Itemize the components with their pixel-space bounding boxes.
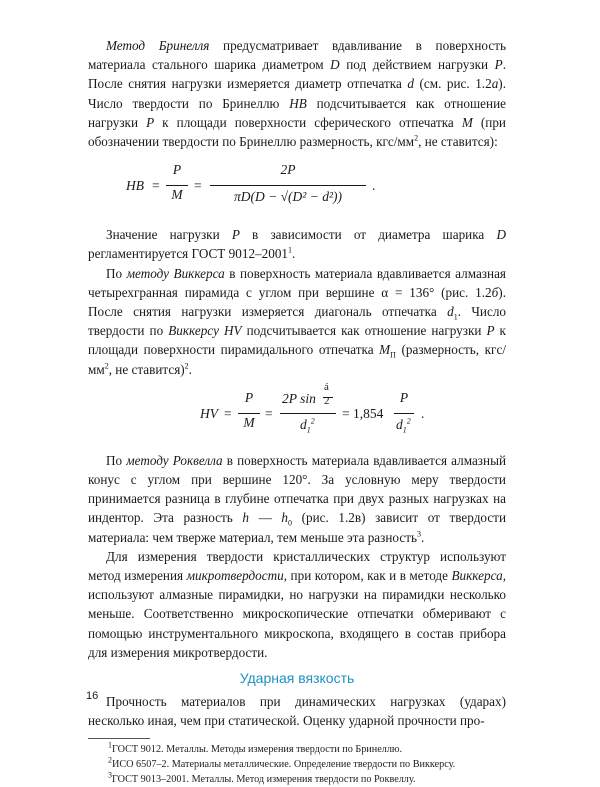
formula-hb: [88, 154, 506, 222]
fraction-numerator: P: [172, 162, 182, 178]
text: к площади поверхности пирамидального отпечатка: [88, 323, 506, 358]
var-d: d: [396, 416, 403, 432]
fraction-bar: [280, 413, 336, 414]
subscript: 1: [453, 312, 458, 322]
footnote-3: [88, 772, 506, 787]
subscript: 1: [306, 425, 311, 435]
fraction-numerator: 2P sin: [282, 390, 316, 406]
superscript: 2: [414, 133, 419, 143]
footnote-mark: 3: [108, 771, 112, 781]
paragraph-brinell: [88, 36, 506, 151]
fraction-numerator: P: [244, 389, 254, 405]
footnote-mark: 3: [417, 529, 421, 539]
footnote-mark: 1: [108, 741, 112, 751]
term-vickers: Виккерса: [451, 568, 503, 584]
page-number: 16: [86, 690, 99, 702]
text: предусматривает вдавливание в поверхность материала стального шарика диаметром: [88, 38, 506, 73]
fraction-denominator: M: [243, 414, 255, 430]
text: , не ставится): [108, 361, 185, 377]
var-P: P: [146, 114, 155, 130]
fraction-denominator: πD(D − √(D² − d²)): [234, 189, 342, 205]
term-rockwell: методу Роквелла: [126, 452, 223, 468]
text: (размерность, кгс/мм: [88, 342, 506, 377]
fraction-denominator: M: [171, 187, 183, 203]
fraction-numerator: P: [399, 389, 409, 405]
equals-sign: =: [265, 405, 273, 421]
formula-period: .: [372, 178, 376, 194]
paragraph-rockwell: [88, 451, 506, 547]
equals-sign: =: [224, 405, 232, 421]
text: По: [106, 265, 127, 281]
text: .: [292, 246, 296, 262]
fraction-bar: [394, 413, 414, 414]
text: ). Число твердости по Бринеллю: [88, 76, 506, 111]
subscript: 0: [287, 519, 292, 529]
fraction-bar: [238, 413, 260, 414]
text: в поверхность материала вдавливается алмазный конус с углом при вершине 120°. За условную меру твердости принимается разница в глубине отпечатка при двух разных нагрузках на индентор. Эта разность: [88, 452, 506, 526]
fraction-denominator: [300, 417, 315, 433]
formula-lhs: HV: [200, 405, 218, 421]
text: , используют алмазные пирамидки, но нагрузки на пирамидки несколько меньше. Соответственно микроскопические отпечатки обмеривают с помощью инструментального микроскопа, входящего в состав прибора для измерения микротвердости.: [88, 568, 506, 660]
var-P: P: [231, 227, 240, 243]
subscript: П: [390, 351, 396, 361]
text: ). После снятия нагрузки измеряется диагональ отпечатка: [88, 284, 506, 320]
formula-period: .: [421, 405, 425, 421]
var-M: M: [461, 114, 473, 130]
footnote-2: [88, 757, 506, 772]
fraction-bar: [166, 185, 188, 186]
paragraph-vickers: [88, 264, 506, 379]
superscript: 2: [310, 416, 315, 426]
half-angle-divisor: 2: [324, 394, 330, 407]
section-heading: Ударная вязкость: [239, 670, 355, 687]
var-P: P: [486, 323, 495, 339]
text: в зависимости от диаметра шарика: [239, 227, 497, 243]
fraction-numerator: 2P: [280, 162, 296, 178]
page-body: [88, 36, 506, 787]
footnote-mark: 1: [288, 246, 293, 256]
var-d: d: [300, 416, 307, 432]
equals-sign: =: [194, 178, 202, 194]
text: (при обозначении твердости по Бринеллю размерность, кгс/мм: [88, 114, 506, 150]
text: (рис. 1.2в) зависит от твердости материала: чем тверже материал, тем меньше эта разность: [88, 510, 507, 545]
text: .: [188, 361, 192, 377]
var-P: P: [494, 57, 503, 73]
footnote-text: ИСО 6507–2. Материалы металлические. Определение твердости по Виккерсу.: [112, 759, 456, 771]
var-h: h: [281, 510, 288, 526]
var-d: d: [447, 304, 454, 320]
term-vickers-hv: Виккерсу HV: [168, 323, 242, 339]
text: подсчитывается как отношение нагрузки: [241, 323, 487, 339]
text: к площади поверхности сферического отпечатка: [154, 114, 462, 130]
term-microhardness: микротвердости: [186, 568, 284, 584]
text: По: [106, 452, 127, 468]
footnote-text: ГОСТ 9013–2001. Металлы. Метод измерения твердости по Роквеллу.: [112, 774, 416, 786]
footnote-text: ГОСТ 9012. Металлы. Методы измерения твердости по Бринеллю.: [112, 744, 403, 756]
text: под действием нагрузки: [339, 57, 495, 73]
term-vickers: методу Виккерса: [126, 265, 225, 281]
fraction-bar: [210, 185, 366, 186]
text: .: [421, 529, 425, 545]
paragraph-load: [88, 225, 506, 263]
text: Значение нагрузки: [106, 227, 232, 243]
formula-lhs: HB: [126, 178, 144, 194]
text: Для измерения твердости кристаллических структур используют метод измерения: [88, 548, 506, 584]
superscript: 2: [104, 361, 109, 371]
var-M: M: [379, 342, 391, 358]
text: в поверхность материала вдавливается алмазная четырехгранная пирамида с углом при вершине α = 136° (рис. 1.2: [88, 265, 506, 300]
formula-hv: [88, 380, 506, 447]
paragraph-impact: Прочность материалов при динамических нагрузках (ударах) несколько иная, чем при статической. Оценку ударной прочности про-: [88, 694, 506, 729]
term-brinell: Метод Бринелля: [106, 38, 210, 53]
var-h: h: [242, 510, 249, 526]
text: , не ставится):: [418, 134, 498, 150]
fig-letter: а: [491, 76, 499, 92]
footnote-mark: 2: [184, 361, 189, 371]
text: подсчитывается как отношение нагрузки: [88, 95, 506, 130]
subscript: 1: [402, 425, 407, 435]
text: . После снятия нагрузки измеряется диаметр отпечатка: [88, 57, 506, 92]
coefficient: = 1,854: [342, 405, 384, 421]
footnote-mark: 2: [108, 756, 112, 766]
var-D: D: [330, 57, 340, 73]
footnote-divider: [88, 738, 150, 739]
text: —: [248, 510, 282, 526]
equals-sign: =: [152, 178, 160, 194]
text: (см. рис. 1.2: [413, 76, 492, 92]
fig-letter: б: [491, 284, 499, 300]
var-D: D: [496, 227, 506, 243]
fraction-denominator: [396, 417, 411, 433]
text: регламентируется ГОСТ 9012–2001: [88, 246, 289, 262]
text: , при котором, как и в методе: [283, 568, 452, 584]
half-angle-symbol: á: [324, 380, 329, 393]
superscript: 2: [406, 416, 411, 426]
text: . Число твердости по: [88, 304, 507, 339]
var-HB: HB: [289, 95, 307, 111]
paragraph-microhardness: [88, 547, 506, 662]
var-d: d: [407, 76, 414, 92]
